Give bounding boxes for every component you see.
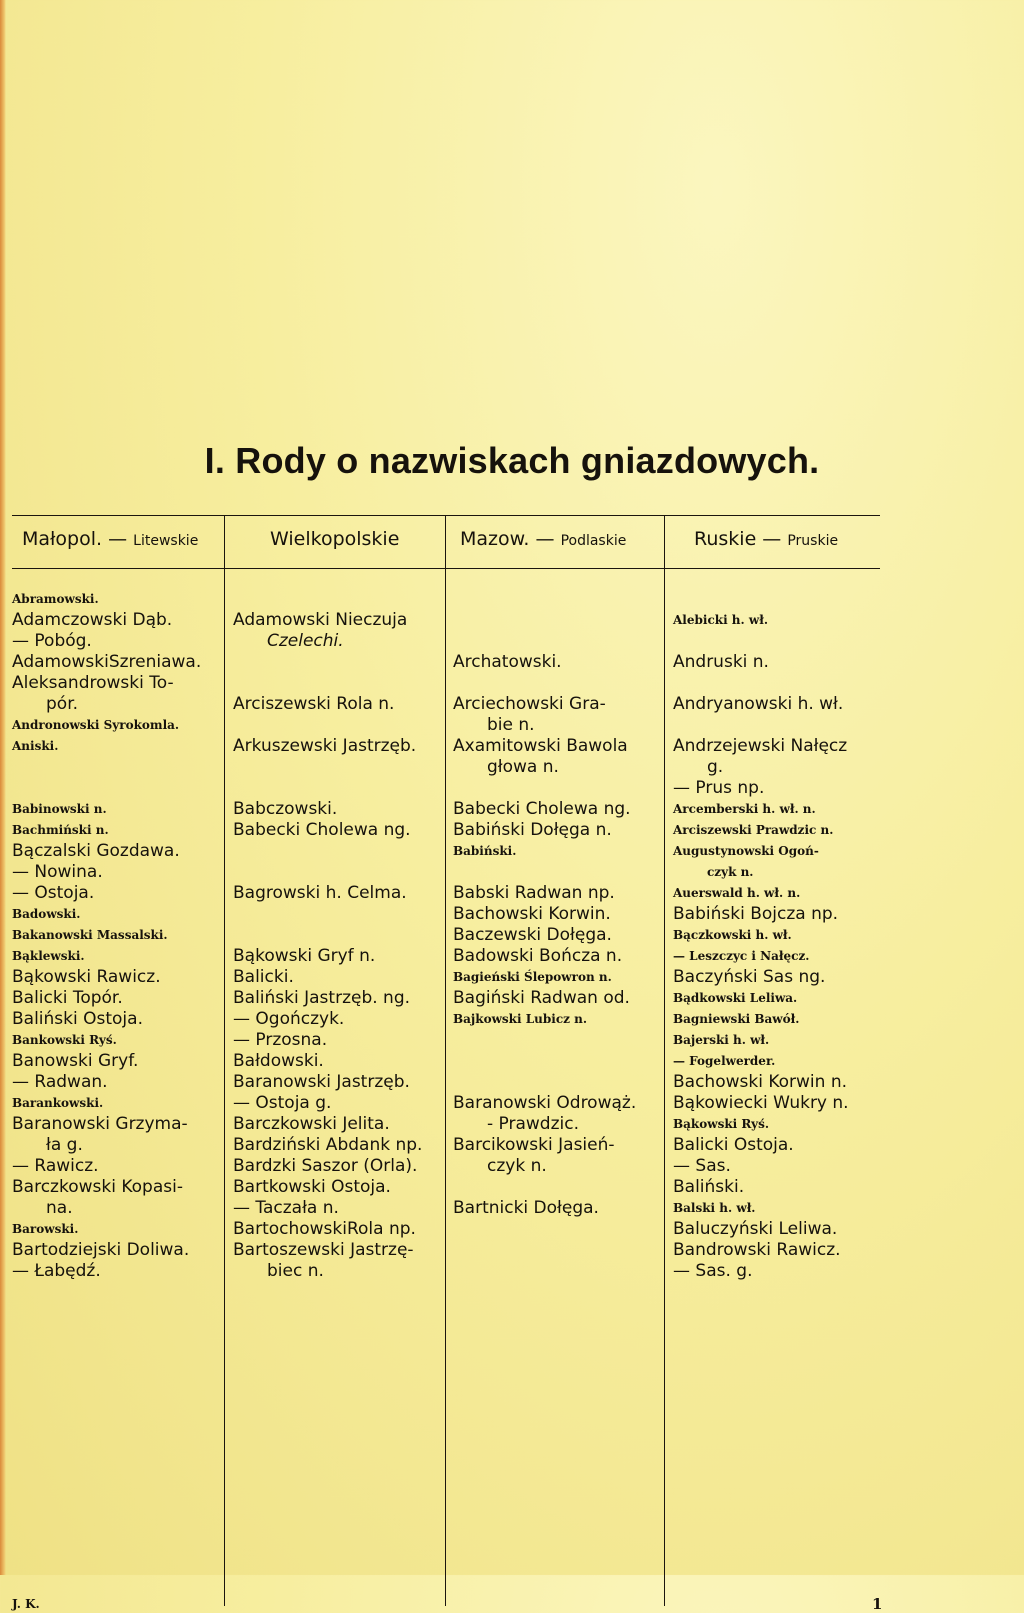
list-item: — Łabędź. <box>12 1261 101 1281</box>
list-item: Bandrowski Rawicz. <box>673 1240 841 1260</box>
list-item: — Sas. g. <box>673 1261 753 1281</box>
list-item: Bączkowski h. wł. <box>673 928 792 942</box>
list-item: Balicki. <box>233 967 294 987</box>
list-item: Bajkowski Lubicz n. <box>453 1012 588 1026</box>
list-item: na. <box>46 1198 73 1218</box>
list-item: Baranowski Jastrzęb. <box>233 1072 410 1092</box>
list-item: Babiński Bojcza np. <box>673 904 839 924</box>
list-item: Bardziński Abdank np. <box>233 1135 423 1155</box>
table-header-rule <box>12 568 880 569</box>
list-item: Bąklewski. <box>12 949 85 963</box>
list-item: Augustynowski Ogoń- <box>673 844 819 858</box>
list-item: Andruski n. <box>673 652 769 672</box>
column-malopol <box>12 589 201 1282</box>
page-number: 1 <box>872 1595 883 1613</box>
list-item: Aniski. <box>12 739 59 753</box>
list-item: Bartoszewski Jastrzę- <box>233 1240 414 1260</box>
list-item: Baliński. <box>673 1177 745 1197</box>
list-item: Bąkowski Ryś. <box>673 1117 770 1131</box>
list-item: Babinowski n. <box>12 802 107 816</box>
column-divider <box>224 516 225 1606</box>
list-item: Archatowski. <box>453 652 562 672</box>
list-item: Andronowski Syrokomla. <box>12 718 180 732</box>
table-top-rule <box>12 515 880 516</box>
list-item: — Prus np. <box>673 778 765 798</box>
list-item: — Ostoja g. <box>233 1093 332 1113</box>
column-divider <box>664 516 665 1606</box>
list-item: Baczewski Dołęga. <box>453 925 612 945</box>
list-item: biec n. <box>267 1261 324 1281</box>
list-item: Bagniewski Bawół. <box>673 1012 800 1026</box>
list-item: Bagieński Ślepowron n. <box>453 970 612 984</box>
list-item: Bąkowski Rawicz. <box>12 967 161 987</box>
list-item: Adamczowski Dąb. <box>12 610 173 630</box>
list-item: — Pobóg. <box>12 631 92 651</box>
list-item: Arkuszewski Jastrzęb. <box>233 736 417 756</box>
list-item: Bachowski Korwin n. <box>673 1072 848 1092</box>
list-item: czyk n. <box>487 1156 547 1176</box>
list-item: Auerswald h. wł. n. <box>673 886 801 900</box>
list-item: Barczkowski Kopasi- <box>12 1177 183 1197</box>
list-item: Barowski. <box>12 1222 79 1236</box>
list-item: Babecki Cholewa ng. <box>233 820 411 840</box>
list-item: — Przosna. <box>233 1030 328 1050</box>
list-item: Baliński Jastrzęb. ng. <box>233 988 411 1008</box>
list-item: Arcemberski h. wł. n. <box>673 802 816 816</box>
list-item: Bardzki Saszor (Orla). <box>233 1156 418 1176</box>
list-item: Baranowski Grzyma- <box>12 1114 188 1134</box>
list-item: pór. <box>46 694 79 714</box>
list-item: — Leszczyc i Nałęcz. <box>673 949 810 963</box>
list-item: — Ostoja. <box>12 883 95 903</box>
list-item: głowa n. <box>487 757 559 777</box>
list-item: Bąkowiecki Wukry n. <box>673 1093 849 1113</box>
list-item: Badowski Bończa n. <box>453 946 623 966</box>
column-mazow <box>453 589 636 1219</box>
list-item: Babiński Dołęga n. <box>453 820 612 840</box>
list-item: Baluczyński Leliwa. <box>673 1219 838 1239</box>
list-item: — Nowina. <box>12 862 103 882</box>
list-item: g. <box>707 757 724 777</box>
signature-initials: J. K. <box>12 1597 40 1611</box>
list-item: Baczyński Sas ng. <box>673 967 826 987</box>
list-item: Bąkowski Gryf n. <box>233 946 376 966</box>
list-item: Balski h. wł. <box>673 1201 756 1215</box>
list-item: Bączalski Gozdawa. <box>12 841 180 861</box>
list-item: czyk n. <box>707 865 754 879</box>
list-item: Babski Radwan np. <box>453 883 615 903</box>
list-item: Bałdowski. <box>233 1051 324 1071</box>
list-item: Barankowski. <box>12 1096 104 1110</box>
list-item: — Fogelwerder. <box>673 1054 776 1068</box>
list-item: Adamowski Nieczuja <box>233 610 408 630</box>
list-item: Balicki Topór. <box>12 988 123 1008</box>
list-item: Bachowski Korwin. <box>453 904 611 924</box>
list-item: Abramowski. <box>12 592 99 606</box>
column-header-mazow: Mazow. — Podlaskie <box>460 528 627 550</box>
list-item: Arciszewski Prawdzic n. <box>673 823 834 837</box>
list-item: Bartnicki Dołęga. <box>453 1198 599 1218</box>
list-item: Balicki Ostoja. <box>673 1135 794 1155</box>
list-item: Bajerski h. wł. <box>673 1033 770 1047</box>
list-item: Alebicki h. wł. <box>673 613 769 627</box>
list-item: Bądkowski Leliwa. <box>673 991 798 1005</box>
list-item: ła g. <box>46 1135 83 1155</box>
column-wielkopolskie <box>233 589 422 1282</box>
list-item: Bachmiński n. <box>12 823 109 837</box>
list-item: BartochowskiRola np. <box>233 1219 416 1239</box>
list-item: — Sas. <box>673 1156 731 1176</box>
list-item: Aleksandrowski To- <box>12 673 174 693</box>
list-item: Baliński Ostoja. <box>12 1009 143 1029</box>
list-item: Bankowski Ryś. <box>12 1033 117 1047</box>
list-item: Babecki Cholewa ng. <box>453 799 631 819</box>
list-item: Bartkowski Ostoja. <box>233 1177 391 1197</box>
list-item: Arciechowski Gra- <box>453 694 606 714</box>
list-item: Bagiński Radwan od. <box>453 988 630 1008</box>
list-item: Axamitowski Bawola <box>453 736 628 756</box>
column-header-malopol: Małopol. — Litewskie <box>22 528 199 550</box>
list-item: Barczkowski Jelita. <box>233 1114 390 1134</box>
list-item: bie n. <box>487 715 535 735</box>
list-item: — Radwan. <box>12 1072 108 1092</box>
list-item: - Prawdzic. <box>487 1114 579 1134</box>
list-item: Babczowski. <box>233 799 338 819</box>
list-item: Andrzejewski Nałęcz <box>673 736 848 756</box>
list-item: Andryanowski h. wł. <box>673 694 844 714</box>
column-header-wielkopolskie: Wielkopolskie <box>270 528 400 550</box>
list-item: Bagrowski h. Celma. <box>233 883 407 903</box>
list-item: Arciszewski Rola n. <box>233 694 395 714</box>
list-item: Badowski. <box>12 907 81 921</box>
list-item: Czelechi. <box>267 631 344 651</box>
list-item: Bakanowski Massalski. <box>12 928 168 942</box>
list-item: Baranowski Odrowąż. <box>453 1093 637 1113</box>
list-item: Bartodziejski Doliwa. <box>12 1240 190 1260</box>
column-ruskie <box>673 589 849 1282</box>
column-header-ruskie: Ruskie — Pruskie <box>694 528 839 550</box>
page-title: I. Rody o nazwiskach gniazdowych. <box>204 440 820 481</box>
list-item: Banowski Gryf. <box>12 1051 139 1071</box>
list-item: — Rawicz. <box>12 1156 99 1176</box>
list-item: AdamowskiSzreniawa. <box>12 652 202 672</box>
column-divider <box>445 516 446 1606</box>
list-item: Barcikowski Jasień- <box>453 1135 615 1155</box>
list-item: — Taczała n. <box>233 1198 339 1218</box>
page-edge <box>0 0 6 1575</box>
list-item: Babiński. <box>453 844 517 858</box>
list-item: — Ogończyk. <box>233 1009 345 1029</box>
